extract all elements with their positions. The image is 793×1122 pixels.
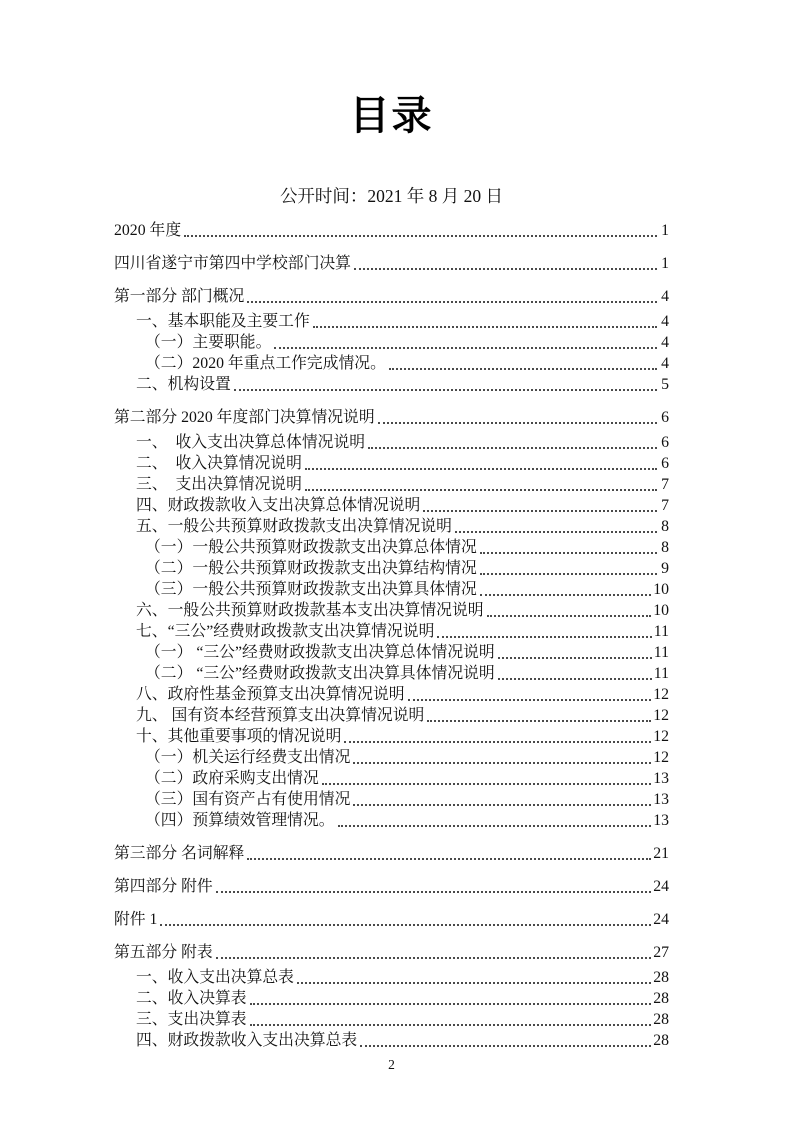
toc-entry[interactable] <box>114 843 669 864</box>
toc-page-number: 1 <box>661 222 669 239</box>
toc-entry[interactable] <box>114 311 669 332</box>
toc-leader-dots <box>487 615 652 617</box>
toc-leader-dots <box>480 594 651 596</box>
toc-leader-dots <box>498 678 652 680</box>
toc-leader-dots <box>437 636 651 638</box>
toc-page-number: 13 <box>653 770 669 787</box>
toc-entry[interactable] <box>114 942 669 963</box>
toc-entry[interactable] <box>114 747 669 768</box>
toc-leader-dots <box>378 422 657 424</box>
toc-leader-dots <box>160 924 651 926</box>
toc-entry[interactable] <box>114 220 669 241</box>
toc-leader-dots <box>305 468 657 470</box>
toc-entry-label: 二、收入决算表 <box>136 990 247 1007</box>
toc-page-number: 13 <box>653 812 669 829</box>
page-title: 目录 <box>349 94 434 138</box>
toc-leader-dots <box>250 1003 652 1005</box>
toc-entry[interactable] <box>114 600 669 621</box>
toc-page-number: 4 <box>661 313 669 330</box>
toc-page-number: 24 <box>653 911 669 928</box>
toc-entry-label: （一）主要职能。 <box>145 334 272 351</box>
toc-leader-dots <box>423 510 657 512</box>
toc-leader-dots <box>480 552 657 554</box>
toc-page-number: 11 <box>653 644 669 661</box>
toc-leader-dots <box>247 858 651 860</box>
toc-page-number: 27 <box>653 944 669 961</box>
toc-page-number: 7 <box>661 497 669 514</box>
toc-entry-label: （一） “三公”经费财政拨款支出决算总体情况说明 <box>145 644 495 661</box>
toc-entry[interactable] <box>114 663 669 684</box>
toc-leader-dots <box>427 720 651 722</box>
toc-entry-label: （二）一般公共预算财政拨款支出决算结构情况 <box>145 560 477 577</box>
toc-page-number: 4 <box>661 288 669 305</box>
toc-entry-label: （三）一般公共预算财政拨款支出决算具体情况 <box>145 581 477 598</box>
toc-entry[interactable] <box>114 642 669 663</box>
toc-leader-dots <box>353 804 651 806</box>
toc-leader-dots <box>498 657 652 659</box>
toc-entry-label: 四川省遂宁市第四中学校部门决算 <box>114 255 351 272</box>
toc-entry[interactable] <box>114 988 669 1009</box>
toc-entry[interactable] <box>114 967 669 988</box>
toc-page-number: 28 <box>653 969 669 986</box>
toc-leader-dots <box>360 1045 651 1047</box>
toc-entry[interactable] <box>114 726 669 747</box>
toc-leader-dots <box>234 389 657 391</box>
toc-entry[interactable] <box>114 768 669 789</box>
toc-leader-dots <box>313 326 657 328</box>
toc-page-number: 6 <box>661 409 669 426</box>
toc-entry-label: 附件 1 <box>114 911 158 928</box>
toc-entry-label: 三、 支出决算情况说明 <box>136 476 302 493</box>
toc-page-number: 11 <box>653 623 669 640</box>
footer-page-number: 2 <box>388 1057 395 1072</box>
toc-page-number: 4 <box>661 355 669 372</box>
toc-leader-dots <box>368 447 657 449</box>
toc-entry-label: （二）2020 年重点工作完成情况。 <box>145 355 386 372</box>
toc-entry-label: （一）机关运行经费支出情况 <box>145 749 351 766</box>
toc-page-number: 28 <box>653 990 669 1007</box>
toc-page-number: 13 <box>653 791 669 808</box>
toc-entry-label: 第五部分 附表 <box>114 944 213 961</box>
toc-page-number: 8 <box>661 518 669 535</box>
toc-entry-label: 一、 收入支出决算总体情况说明 <box>136 434 366 451</box>
toc-leader-dots <box>305 489 657 491</box>
toc-page-number: 6 <box>661 455 669 472</box>
toc-entry[interactable] <box>114 558 669 579</box>
toc-leader-dots <box>389 368 657 370</box>
toc-entry[interactable] <box>114 876 669 897</box>
toc-entry-label: （二） “三公”经费财政拨款支出决算具体情况说明 <box>145 665 495 682</box>
toc-entry-label: （四）预算绩效管理情况。 <box>145 812 335 829</box>
toc-leader-dots <box>353 762 651 764</box>
toc-page-number: 11 <box>653 665 669 682</box>
toc-leader-dots <box>480 573 657 575</box>
toc-page-number: 10 <box>653 602 669 619</box>
toc-entry[interactable] <box>114 621 669 642</box>
toc-page-number: 12 <box>653 728 669 745</box>
toc-leader-dots <box>455 531 657 533</box>
toc-entry[interactable] <box>114 353 669 374</box>
toc-entry-label: 四、财政拨款收入支出决算总体情况说明 <box>136 497 421 514</box>
toc-leader-dots <box>338 825 652 827</box>
toc-entry-label: 一、基本职能及主要工作 <box>136 313 310 330</box>
toc-entry[interactable] <box>114 374 669 395</box>
toc-entry-label: （二）政府采购支出情况 <box>145 770 319 787</box>
toc-leader-dots <box>216 891 651 893</box>
toc-page-number: 28 <box>653 1011 669 1028</box>
toc-entry[interactable] <box>114 253 669 274</box>
toc-entry[interactable] <box>114 579 669 600</box>
toc-entry-label: 二、机构设置 <box>136 376 231 393</box>
toc-page-number: 8 <box>661 539 669 556</box>
toc-page-number: 4 <box>661 334 669 351</box>
toc-entry[interactable] <box>114 516 669 537</box>
toc-entry-label: 第四部分 附件 <box>114 878 213 895</box>
toc-page-number: 12 <box>653 749 669 766</box>
toc-entry-label: 二、 收入决算情况说明 <box>136 455 302 472</box>
toc-leader-dots <box>344 741 651 743</box>
toc-leader-dots <box>322 783 651 785</box>
toc-list <box>114 220 669 1051</box>
toc-entry[interactable] <box>114 705 669 726</box>
toc-leader-dots <box>297 982 651 984</box>
toc-entry-label: 五、一般公共预算财政拨款支出决算情况说明 <box>136 518 452 535</box>
toc-entry[interactable] <box>114 495 669 516</box>
toc-page-number: 21 <box>653 845 669 862</box>
toc-entry[interactable] <box>114 789 669 810</box>
toc-entry-label: 十、其他重要事项的情况说明 <box>136 728 342 745</box>
toc-entry-label: 第二部分 2020 年度部门决算情况说明 <box>114 409 375 426</box>
toc-page-number: 6 <box>661 434 669 451</box>
toc-entry-label: 八、政府性基金预算支出决算情况说明 <box>136 686 405 703</box>
toc-leader-dots <box>216 957 651 959</box>
toc-page-number: 24 <box>653 878 669 895</box>
toc-entry-label: 一、收入支出决算总表 <box>136 969 294 986</box>
toc-page-number: 28 <box>653 1032 669 1049</box>
toc-entry-label: 第一部分 部门概况 <box>114 288 245 305</box>
toc-entry[interactable] <box>114 453 669 474</box>
toc-entry-label: 第三部分 名词解释 <box>114 845 245 862</box>
toc-page-number: 7 <box>661 476 669 493</box>
toc-entry-label: 四、财政拨款收入支出决算总表 <box>136 1032 358 1049</box>
toc-entry-label: （一）一般公共预算财政拨款支出决算总体情况 <box>145 539 477 556</box>
toc-leader-dots <box>250 1024 652 1026</box>
toc-page-number: 5 <box>661 376 669 393</box>
toc-entry-label: 三、支出决算表 <box>136 1011 247 1028</box>
toc-entry[interactable] <box>114 684 669 705</box>
toc-page-number: 9 <box>661 560 669 577</box>
toc-leader-dots <box>247 301 657 303</box>
toc-entry-label: 六、一般公共预算财政拨款基本支出决算情况说明 <box>136 602 484 619</box>
toc-entry[interactable] <box>114 1030 669 1051</box>
toc-entry[interactable] <box>114 1009 669 1030</box>
toc-entry[interactable] <box>114 286 669 307</box>
toc-page-number: 1 <box>661 255 669 272</box>
toc-leader-dots <box>408 699 652 701</box>
toc-entry-label: 九、 国有资本经营预算支出决算情况说明 <box>136 707 425 724</box>
toc-entry[interactable] <box>114 474 669 495</box>
toc-page-number: 10 <box>653 581 669 598</box>
toc-leader-dots <box>184 235 657 237</box>
toc-leader-dots <box>274 347 657 349</box>
toc-entry[interactable] <box>114 332 669 353</box>
toc-leader-dots <box>354 268 657 270</box>
publish-time-line: 公开时间：2021 年 8 月 20 日 <box>279 186 504 206</box>
toc-entry[interactable] <box>114 407 669 428</box>
toc-entry[interactable] <box>114 537 669 558</box>
toc-entry[interactable] <box>114 810 669 831</box>
toc-entry-label: 七、“三公”经费财政拨款支出决算情况说明 <box>136 623 435 640</box>
toc-entry[interactable] <box>114 909 669 930</box>
toc-page-number: 12 <box>653 707 669 724</box>
toc-page-number: 12 <box>653 686 669 703</box>
toc-entry[interactable] <box>114 432 669 453</box>
toc-entry-label: （三）国有资产占有使用情况 <box>145 791 351 808</box>
toc-entry-label: 2020 年度 <box>114 222 182 239</box>
